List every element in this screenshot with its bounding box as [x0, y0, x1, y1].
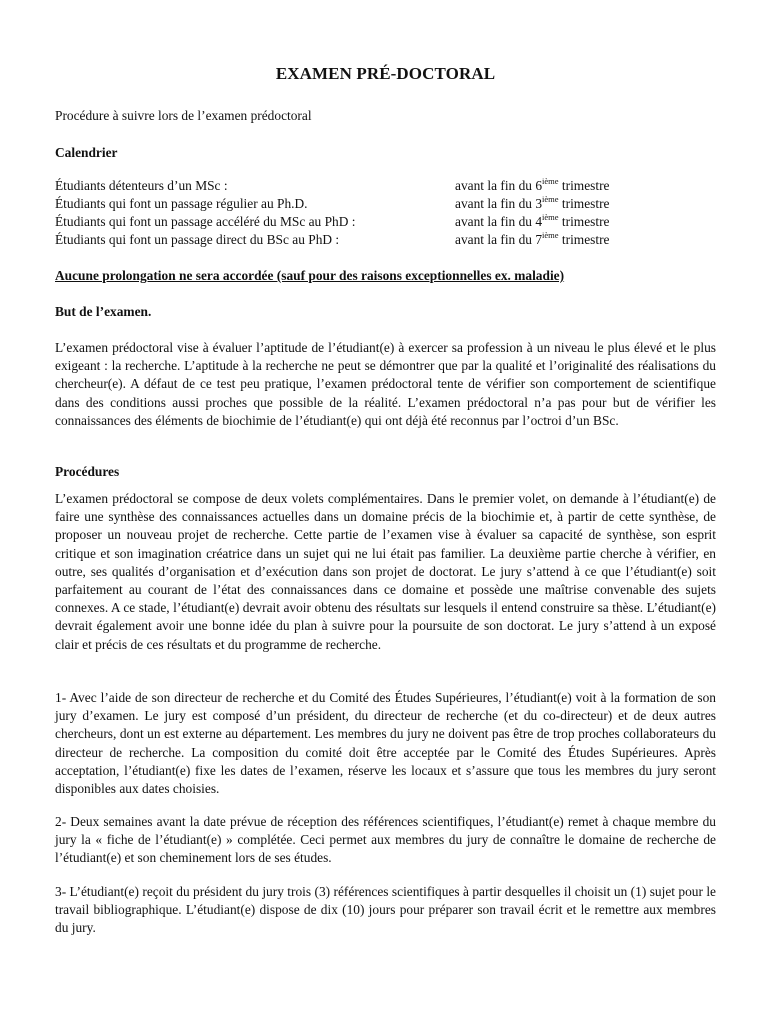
- deadline-ordinal: ième: [542, 176, 559, 186]
- deadline-prefix: avant la fin du: [455, 178, 536, 193]
- deadline-number: 4: [535, 214, 543, 229]
- calendar-row-deadline: [455, 177, 610, 195]
- calendar-row: [55, 213, 716, 231]
- deadline-ordinal: ième: [542, 230, 559, 240]
- procedure-step: 2- Deux semaines avant la date prévue de réception des références scientifiques, l’étudiant(e) remet à chaque membre du jury la « fiche de l’étudiant(e) » complétée. Ceci permet aux membres du jury de connaître le domaine de recherche de l’étudiant(e) et son cheminement lors de ses études.: [55, 814, 716, 866]
- calendar-row: [55, 231, 716, 249]
- calendar-row: [55, 177, 716, 195]
- procedures-heading: Procédures: [55, 464, 120, 479]
- deadline-prefix: avant la fin du: [455, 214, 536, 229]
- document-title: EXAMEN PRÉ-DOCTORAL: [275, 64, 496, 83]
- deadline-suffix: trimestre: [558, 178, 610, 193]
- deadline-suffix: trimestre: [558, 214, 610, 229]
- calendar-row-label: Étudiants qui font un passage direct du BSc au PhD :: [55, 232, 340, 247]
- calendar-row-label: Étudiants détenteurs d’un MSc :: [55, 178, 228, 193]
- deadline-suffix: trimestre: [558, 232, 610, 247]
- calendar-row-deadline: [455, 231, 610, 249]
- deadline-ordinal: ième: [542, 212, 559, 222]
- purpose-paragraph: L’examen prédoctoral vise à évaluer l’aptitude de l’étudiant(e) à exercer sa profession à un niveau le plus élevé et le plus exigeant : la recherche. L’aptitude à la recherche ne peut se démontrer que par la qualité et l’originalité des réalisations du chercheur(e). A défaut de ce test peu pratique, l’examen prédoctoral tente de vérifier son comportement de scientifique dans des conditions aussi proches que possible de la réalité. L’examen prédoctoral n’a pas pour but de vérifier les connaissances des éléments de biochimie de l’étudiant(e) qui ont déjà été reconnus par l’octroi d’un BSc.: [55, 340, 716, 428]
- deadline-prefix: avant la fin du: [455, 196, 536, 211]
- calendar-row-deadline: [455, 213, 610, 231]
- procedure-step: 3- L’étudiant(e) reçoit du président du jury trois (3) références scientifiques à partir desquelles il choisit un (1) sujet pour le travail bibliographique. L’étudiant(e) dispose de dix (10) jours pour préparer son travail écrit et le remettre aux membres du jury.: [55, 884, 716, 936]
- deadline-number: 3: [535, 196, 543, 211]
- deadline-suffix: trimestre: [558, 196, 610, 211]
- procedures-intro-paragraph: L’examen prédoctoral se compose de deux volets complémentaires. Dans le premier volet, on demande à l’étudiant(e) de faire une synthèse des connaissances actuelles dans un domaine précis de la biochimie et, à partir de cette synthèse, de proposer un nouveau projet de recherche. Cette partie de l’examen vise à évaluer sa capacité de synthèse, son esprit critique et son imagination créatrice dans un sujet qui ne lui était pas familier. La deuxième partie cherche à vérifier, en outre, ses qualités d’organisation et d’exécution dans son projet de doctorat. Le jury s’attend à ce que l’étudiant(e) soit parfaitement au courant de l’état des connaissances dans ce domaine et possède une maîtrise convenable des sujets connexes. A ce stade, l’étudiant(e) devrait avoir obtenu des résultats sur lesquels il entend construire sa thèse. L’étudiant(e) devrait également avoir une bonne idée du plan à suivre pour la poursuite de son doctorat. Le jury s’attend à un exposé clair et précis de ces résultats et du programme de recherche.: [55, 491, 716, 652]
- calendar-table: [55, 177, 716, 249]
- calendar-heading: Calendrier: [55, 145, 118, 160]
- calendar-row-deadline: [455, 195, 610, 213]
- no-extension-notice: Aucune prolongation ne sera accordée (sauf pour des raisons exceptionnelles ex. maladie): [55, 268, 565, 283]
- procedure-step: 1- Avec l’aide de son directeur de recherche et du Comité des Études Supérieures, l’étudiant(e) voit à la formation de son jury d’examen. Le jury est composé d’un président, du directeur de recherche (et du co-directeur) et de deux autres chercheurs, dont un est externe au département. Les membres du jury ne doivent pas être de trop proches collaborateurs du directeur de recherche. La composition du comité doit être acceptée par le Comité des Études Supérieures. Après acceptation, l’étudiant(e) fixe les dates de l’examen, réserve les locaux et s’assure que tous les membres du jury seront disponibles aux dates choisies.: [55, 690, 716, 797]
- deadline-prefix: avant la fin du: [455, 232, 536, 247]
- document-subtitle: Procédure à suivre lors de l’examen prédoctoral: [55, 108, 312, 123]
- calendar-row-label: Étudiants qui font un passage accéléré du MSc au PhD :: [55, 214, 356, 229]
- deadline-ordinal: ième: [542, 194, 559, 204]
- purpose-heading: But de l’examen.: [55, 304, 152, 319]
- calendar-row: [55, 195, 716, 213]
- deadline-number: 6: [535, 178, 543, 193]
- deadline-number: 7: [535, 232, 543, 247]
- calendar-row-label: Étudiants qui font un passage régulier au Ph.D.: [55, 196, 308, 211]
